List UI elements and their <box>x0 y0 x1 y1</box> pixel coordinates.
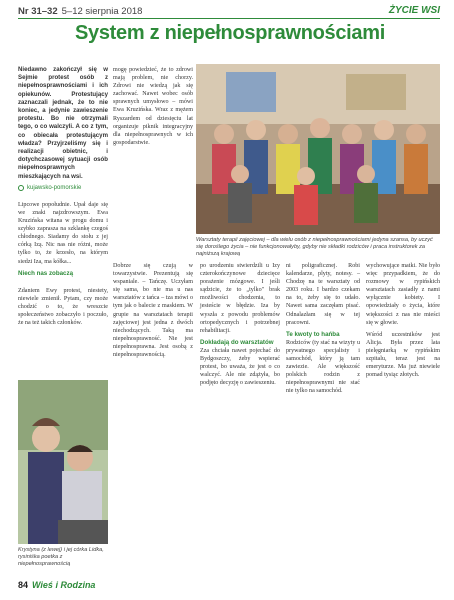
text-column-5 <box>200 262 280 387</box>
photo-caption: Krystyna (z lewej) i jej córka Lidka, rysiniśka poetka z niepełnosprawnością <box>18 547 104 567</box>
issue-info <box>18 6 142 17</box>
subheading: Te kwoty to hańba <box>286 330 340 338</box>
portrait-photo <box>18 380 108 544</box>
location-tag <box>18 185 108 191</box>
photo-caption: Warsztaty terapii zajęciowej – dla wielu osób z niepełnosprawnościami jedyna szansa, by uczyć się doroślego życia – nie funkcjonowałyby, gdyby nie składki rodziców i praca instruktorek za najniższą krajową <box>196 237 433 257</box>
page-number: 84 <box>18 580 29 590</box>
location-label: kujawsko-pomorskie <box>27 184 82 191</box>
text-column-4 <box>113 262 193 359</box>
text-column-7 <box>366 262 440 379</box>
page-header <box>0 0 454 22</box>
subheading: Dokładają do warsztatów <box>200 338 274 346</box>
issue-number: Nr 31–32 <box>18 6 58 17</box>
text-column-2 <box>113 66 193 147</box>
body-paragraph: Zza chciała nawet pojechać do Bydgoszczy, żeby wspierać protest, bo uważa, że jest o co walczyć. Ale nie zdążyła, bo podjęto decyzję o zawieszeniu. <box>200 347 280 387</box>
article-title: System z niepełnosprawnościami <box>75 22 385 44</box>
article-lead: Niedawno zakończył się w Sejmie protest osób z niepełnosprawnościami i ich opiekunów. Protestujący zaznaczali jednak, że to nie koniec, a jedynie zawieszenie protestu. Bo nie otrzymali tego, o co walczyli. A co z tym, co obiecała protestującym władza? Przyjrzeliśmy się i realizacji obietnic, i dotychczasowej sytuacji osób niepełnosprawnych mieszkających na wsi. <box>18 66 108 180</box>
body-paragraph: Zdaniem Ewy protest, niestety, niewiele zmienił. Pytam, czy może chodzić o to, że wreszcie społeczeństwo zobaczyło i poczuło, że na też takich członków. <box>18 287 108 326</box>
body-paragraph: Rodziców (ty stać na wizyty u prywatnego specjalisty i samochód, który ją tam zawiezie. Ale większość polskich rodzin z niepełnosprawnymi nie stać nie tylko na samochód. <box>286 339 360 395</box>
page-footer <box>18 580 95 590</box>
header-rule <box>18 18 440 19</box>
body-paragraph: Dobrze się czują w towarzystwie. Prezentują się wspaniale. – Tańczę. Uczyłam się sama, bo nie ma u nas warsztatów z tańca – tza mówi o tym jak o balecie z maskiem. W grupie na warsztatach terapii zajęciowej jest jedna z dwóch niechodzących. Taką ma niepełnosprawność. Nie jest niepełnosprawna. Jest osobą z niepełnosprawnością. <box>113 263 193 359</box>
body-paragraph: Wśród uczestników jest Alicja. Była przez lata pielęgniarką w rypińskim szpitalu, teraz jest na emeryturze. Ma już niewiele pomad tysiąc złotych. <box>366 331 440 379</box>
text-column-6 <box>286 262 360 395</box>
body-paragraph: wychowujące matki. Nie było więc przypadkiem, że do rozmowy w rypińskich warsztatach zasiadły z nami wyłącznie kobiety. I opowiedziały o życia, które większości z nas nie mieści się w głowie. <box>366 263 440 326</box>
body-paragraph: Lipcowe popołudnie. Upał daje się we znaki najzdrowszym. Ewa Kruzińska witana w progu domu i szybko zaprasza na szklankę czegoś chłodnego. Siadamy do stołu z jej córką Izą. Nic nas nie różni, może tylko to, że krzesło, na którym siedzi Iza, ma kółka... <box>18 201 108 265</box>
lead-column <box>18 66 108 327</box>
body-paragraph: ni poligraficznej. Robi kalendarze, plyty, notesy. – Chodzę na te warsztaty od 2003 roku. I bardzo czekam na to, żeby się to udało. Nawet sama zaczęłam pisać. Odnalazłam się w tej pracowni. <box>286 263 360 326</box>
location-pin-icon <box>18 185 24 191</box>
magazine-name: Wieś i Rodzina <box>32 580 96 590</box>
issue-date: 5–12 sierpnia 2018 <box>61 6 143 17</box>
workshop-photo <box>196 64 440 234</box>
section-label: ŻYCIE WSI <box>388 5 440 16</box>
body-paragraph: mogę powiedzieć, że to zdrowi mają problem, nie chorzy. Zdrowi nie wiedzą jak się zachować. Nawet wobec osób sprawnych umysłowo – mówi Ewa Kruzińska. Wraz z mężem Ryszardem od dziesięciu lat organizuje piknik integracyjny dla niepełnosprawnych w ich gospodarstwie. <box>113 67 193 146</box>
body-paragraph: po urodzeniu stwierdzili u Izy czterokończynowe dziecięce porażenie mózgowe. I jeśli sądzicie, że to „tylko" brak możliwości chodzenia, to jesteście w błędzie. Iza by wyszła z powodu problemów ortopedycznych i potrzebnej rehabilitacji. <box>200 263 280 334</box>
subheading: Niech nas zobaczą <box>18 269 74 277</box>
